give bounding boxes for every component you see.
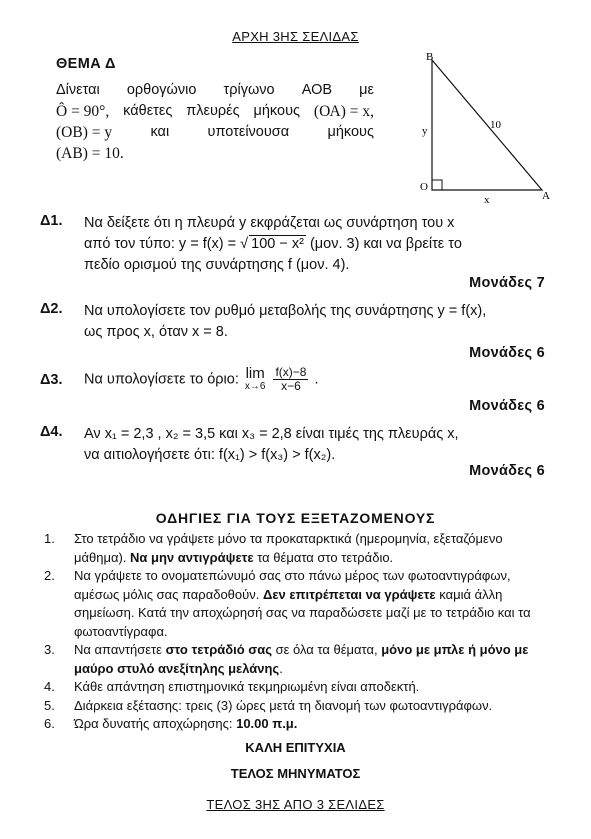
item-number: 3.	[44, 642, 55, 657]
text-fragment: Να απαντήσετε	[74, 642, 166, 657]
text-fragment: Να γράψετε το ονοματεπώνυμό σας στο πάνω μέρος των φωτοαντιγράφων, αμέσως μόλις σας παραδοθούν.	[74, 568, 511, 602]
statement-line-1	[56, 80, 374, 101]
text-fragment: Να υπολογίσετε το όριο:	[84, 371, 243, 388]
question-number: Δ3.	[40, 372, 63, 388]
word: υποτείνουσα	[207, 124, 290, 140]
item-number: 4.	[44, 679, 55, 694]
text-fragment: Ώρα δυνατής αποχώρησης:	[74, 716, 237, 731]
vertex-label-a: A	[542, 190, 550, 202]
side-label-y: y	[422, 125, 428, 137]
word: τρίγωνο	[223, 82, 275, 98]
bold-fragment: στο τετράδιό σας	[165, 642, 272, 657]
good-luck: ΚΑΛΗ ΕΠΙΤΥΧΙΑ	[245, 740, 346, 755]
instructions-title: ΟΔΗΓΙΕΣ ΓΙΑ ΤΟΥΣ ΕΞΕΤΑΖΟΜΕΝΟΥΣ	[155, 510, 436, 526]
question-line: Αν x₁ = 2,3 , x₂ = 3,5 και x₃ = 2,8 είναι τιμές της πλευράς x,	[84, 426, 459, 442]
bold-fragment: 10.00 π.μ.	[236, 716, 298, 731]
question-line: ως προς x, όταν x = 8.	[84, 324, 228, 340]
question-line: να αιτιολογήσετε ότι: f(x₁) > f(x₃) > f(x₂).	[84, 447, 336, 463]
word: μήκους	[253, 103, 300, 119]
instruction-item	[40, 641, 552, 678]
fraction-denominator: x−6	[281, 379, 301, 393]
limit-operator	[244, 364, 266, 393]
word: και	[150, 124, 170, 140]
fraction	[273, 366, 308, 393]
question-line	[84, 366, 319, 393]
text-fragment: Διάρκεια εξέτασης: τρεις (3) ώρες μετά τη διανομή των φωτοαντιγράφων.	[74, 697, 493, 713]
instruction-item	[40, 530, 552, 567]
marks-d1: Μονάδες 7	[469, 275, 545, 291]
text-fragment: καμιά άλλη σημείωση. Κατά την αποχώρησή σας να παραδώσετε μαζί με το τετράδιο και τα φωτοαντίγραφα.	[74, 586, 531, 639]
instruction-item	[40, 697, 552, 716]
text-fragment: Κάθε απάντηση επιστημονικά τεκμηριωμένη είναι αποδεκτή.	[74, 679, 420, 694]
hypotenuse-label: 10	[490, 119, 501, 131]
math-expr: (ΑΒ) = 10.	[56, 145, 124, 162]
instruction-item	[40, 715, 552, 734]
side-label-x: x	[484, 194, 490, 206]
page-footer: ΤΕΛΟΣ 3ΗΣ ΑΠΟ 3 ΣΕΛΙΔΕΣ	[206, 797, 385, 812]
question-number: Δ2.	[40, 301, 63, 317]
statement-line-3	[56, 122, 374, 143]
text-fragment: σε όλα τα θέματα,	[271, 642, 382, 657]
sqrt-expr: 100 − x²	[251, 236, 304, 252]
word: μήκους	[327, 124, 374, 140]
bold-fragment: μόνο με μπλε ή μόνο με μαύρο στυλό ανεξίτηλης μελάνης	[74, 642, 529, 676]
fraction-numerator: f(x)−8	[275, 365, 307, 379]
item-number: 2.	[44, 568, 55, 583]
marks-d2: Μονάδες 6	[469, 345, 545, 361]
problem-statement	[56, 80, 374, 164]
text-fragment: Στο τετράδιο να γράψετε μόνο τα προκαταρκτικά (ημερομηνία, εξεταζόμενο μάθημα).	[74, 531, 503, 565]
question-number: Δ4.	[40, 424, 63, 440]
text-fragment: .	[310, 371, 319, 388]
word: με	[359, 82, 374, 98]
word: Δίνεται	[56, 82, 100, 98]
bold-fragment: Δεν επιτρέπεται να γράψετε	[262, 586, 436, 602]
word: πλευρές	[186, 103, 240, 119]
question-line: από τον τύπο: y = f(x) = √ 100 − x² (μον. 3) και να βρείτε το	[84, 236, 462, 252]
marks-d3: Μονάδες 6	[469, 398, 545, 414]
math-expr: (ΟΒ) = y	[56, 124, 113, 141]
page-header: ΑΡΧΗ 3ΗΣ ΣΕΛΙΔΑΣ	[232, 29, 359, 44]
vertex-label-b: B	[426, 51, 434, 63]
word: ΑΟΒ	[301, 82, 333, 98]
lim-text: lim	[245, 364, 265, 382]
word: ορθογώνιο	[126, 82, 197, 98]
word: κάθετες	[123, 103, 173, 119]
instruction-item	[40, 567, 552, 641]
math-expr: Ô = 90°,	[56, 103, 110, 120]
text-fragment: από τον τύπο: y = f(x) =	[84, 236, 241, 252]
item-number: 6.	[44, 716, 55, 731]
lim-subscript: x→6	[244, 380, 266, 392]
vertex-label-o: O	[420, 181, 428, 193]
instruction-item	[40, 678, 552, 697]
item-number: 5.	[44, 697, 55, 713]
marks-d4: Μονάδες 6	[469, 463, 545, 479]
triangle-outline	[432, 60, 542, 190]
item-number: 1.	[44, 531, 55, 546]
statement-line-4	[56, 143, 374, 164]
right-triangle-figure	[410, 48, 560, 208]
instructions-list	[40, 530, 552, 734]
text-fragment: (μον. 3) και να βρείτε το	[305, 236, 462, 252]
right-angle-marker	[432, 180, 442, 190]
text-fragment: .	[279, 660, 283, 676]
theme-title: ΘΕΜΑ Δ	[56, 56, 116, 72]
end-message: ΤΕΛΟΣ ΜΗΝΥΜΑΤΟΣ	[230, 766, 361, 781]
statement-line-2	[56, 101, 374, 122]
question-line: Να υπολογίσετε τον ρυθμό μεταβολής της συνάρτησης y = f(x),	[84, 303, 487, 319]
question-number: Δ1.	[40, 213, 63, 229]
question-line: πεδίο ορισμού της συνάρτησης f (μον. 4).	[84, 257, 350, 273]
bold-fragment: Να μην αντιγράψετε	[130, 549, 254, 565]
text-fragment: τα θέματα στο τετράδιο.	[253, 549, 394, 565]
question-line: Να δείξετε ότι η πλευρά y εκφράζεται ως συνάρτηση του x	[84, 215, 455, 231]
math-expr: (ΟΑ) = x,	[313, 103, 374, 120]
